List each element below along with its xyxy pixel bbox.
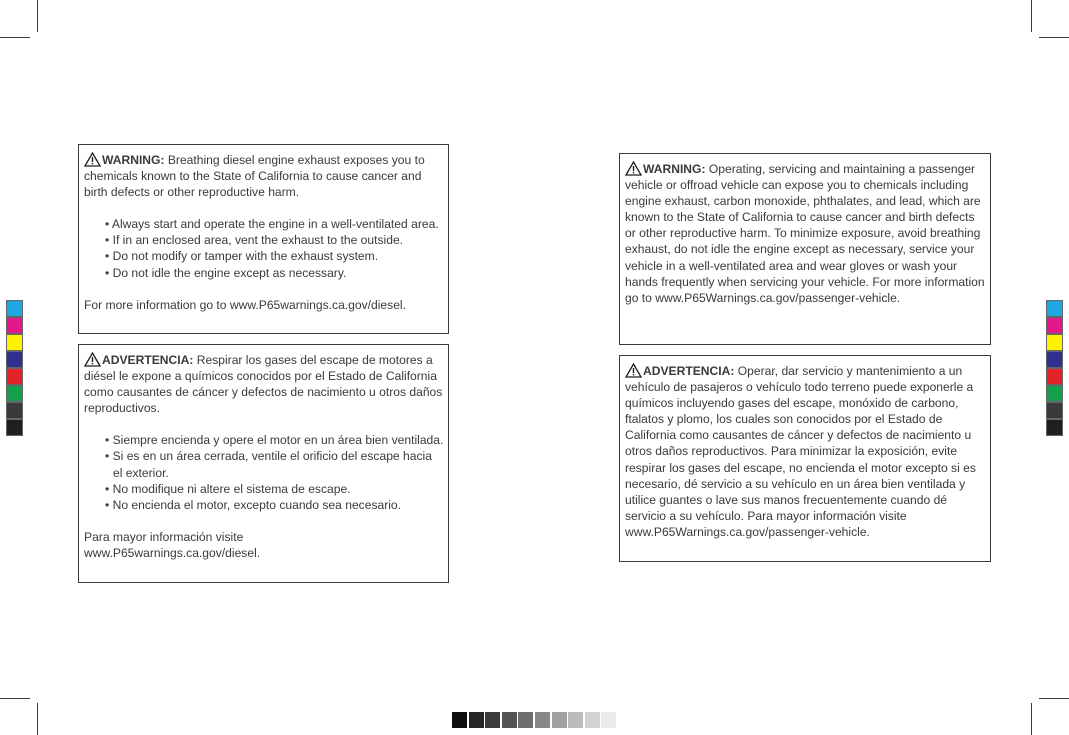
advertencia-heading: ADVERTENCIA: <box>643 364 735 378</box>
warning-body-text: Operating, servicing and maintaining a passenger vehicle or offroad vehicle can expose you to chemicals including engine exhaust, carbon monoxide, phthalates, and lead, which are known to the State of California to cause cancer and birth defects or other reproductive harm. To minimize exposure, avoid breathing exhaust, do not idle the engine except as necessary, service your vehicle in a well-ventilated area and wear gloves or wash your hands frequently when servicing your vehicle. For more information go to www.P65Warnings.ca.gov/passenger-vehicle. <box>625 162 985 305</box>
list-item: • Always start and operate the engine in a well-ventilated area. <box>105 217 439 232</box>
black-swatch <box>6 419 23 436</box>
warning-intro <box>84 152 444 200</box>
list-item: • Siempre encienda y opere el motor en un área bien ventilada. <box>105 433 444 448</box>
green-swatch <box>1046 385 1063 402</box>
gray-scale-bar <box>452 712 618 728</box>
crop-mark <box>37 703 38 735</box>
list-item: • Do not idle the engine except as necessary. <box>105 265 347 280</box>
crop-mark <box>1039 698 1069 699</box>
diesel-warning-box <box>78 144 449 334</box>
list-item: • No encienda el motor, excepto cuando sea necesario. <box>105 497 402 512</box>
cyan-swatch <box>6 300 23 317</box>
list-item: • No modifique ni altere el sistema de escape. <box>105 481 351 496</box>
gray-step <box>601 712 616 728</box>
crop-mark <box>0 37 30 38</box>
yellow-swatch <box>1046 334 1063 351</box>
blue-swatch <box>1046 351 1063 368</box>
cyan-swatch <box>1046 300 1063 317</box>
advertencia-intro <box>84 352 444 416</box>
passenger-vehicle-warning-box <box>619 153 991 345</box>
advertencia-body-text: Operar, dar servicio y mantenimiento a un vehículo de pasajeros o vehículo todo terreno puede exponerle a químicos incluyendo gases del escape, monóxido de carbono, ftalatos y plomo, los cuales son conocidos por el Estado de California como causantes de cáncer y defectos de nacimiento u otros daños reproductivos. Para minimizar la exposición, evite respirar los gases del escape, no encienda el motor excepto si es necesario, dé servicio a su vehículo en un área bien ventilada y utilice guantes o lave sus manos frecuentemente cuando dé servicio a su vehículo. Para mayor información visite www.P65Warnings.ca.gov/passenger-vehicle. <box>625 364 976 539</box>
registration-color-strip-left <box>6 300 23 436</box>
warning-triangle-icon <box>625 161 642 176</box>
gray-swatch <box>6 402 23 419</box>
crop-mark <box>1031 0 1032 32</box>
blue-swatch <box>6 351 23 368</box>
magenta-swatch <box>6 317 23 334</box>
registration-color-strip-right <box>1046 300 1063 436</box>
passenger-warning-text <box>625 161 986 306</box>
passenger-vehicle-advertencia-box <box>619 355 991 562</box>
more-info-text: For more information go to www.P65warnings.ca.gov/diesel. <box>84 297 406 312</box>
warning-triangle-icon <box>84 352 101 367</box>
list-item: • Do not modify or tamper with the exhaust system. <box>105 249 379 264</box>
crop-mark <box>1039 37 1069 38</box>
gray-step <box>518 712 533 728</box>
red-swatch <box>1046 368 1063 385</box>
gray-step <box>485 712 500 728</box>
advertencia-heading: ADVERTENCIA: <box>102 353 194 367</box>
passenger-advertencia-text <box>625 363 986 540</box>
gray-swatch <box>1046 402 1063 419</box>
crop-mark <box>0 698 30 699</box>
yellow-swatch <box>6 334 23 351</box>
crop-mark <box>1031 703 1032 735</box>
advertencia-intro-text: Respirar los gases del escape de motores a diésel le expone a químicos conocidos por el Estado de California como causantes de cáncer y defectos de nacimiento u otros daños reproductivos. <box>84 353 443 416</box>
warning-triangle-icon <box>84 152 101 167</box>
list-item: • Si es en un área cerrada, ventile el orificio del escape hacia el exterior. <box>105 449 432 480</box>
warning-heading: WARNING: <box>643 162 706 176</box>
red-swatch <box>6 368 23 385</box>
diesel-advertencia-box <box>78 344 449 583</box>
green-swatch <box>6 385 23 402</box>
more-info-text: Para mayor información visite <box>84 529 244 544</box>
gray-step <box>502 712 517 728</box>
warning-intro-text: Breathing diesel engine exhaust exposes you to chemicals known to the State of California to cause cancer and birth defects or other reproductive harm. <box>84 153 425 200</box>
gray-step <box>585 712 600 728</box>
gray-step <box>568 712 583 728</box>
advertencia-bullet-list <box>84 432 444 512</box>
gray-step <box>552 712 567 728</box>
gray-step <box>452 712 467 728</box>
warning-bullet-list <box>84 216 444 280</box>
warning-heading: WARNING: <box>102 153 165 167</box>
gray-step <box>535 712 550 728</box>
gray-step <box>469 712 484 728</box>
magenta-swatch <box>1046 317 1063 334</box>
list-item: • If in an enclosed area, vent the exhaust to the outside. <box>105 233 404 248</box>
more-info-url: www.P65warnings.ca.gov/diesel. <box>84 545 261 560</box>
black-swatch <box>1046 419 1063 436</box>
crop-mark <box>37 0 38 32</box>
warning-triangle-icon <box>625 363 642 378</box>
